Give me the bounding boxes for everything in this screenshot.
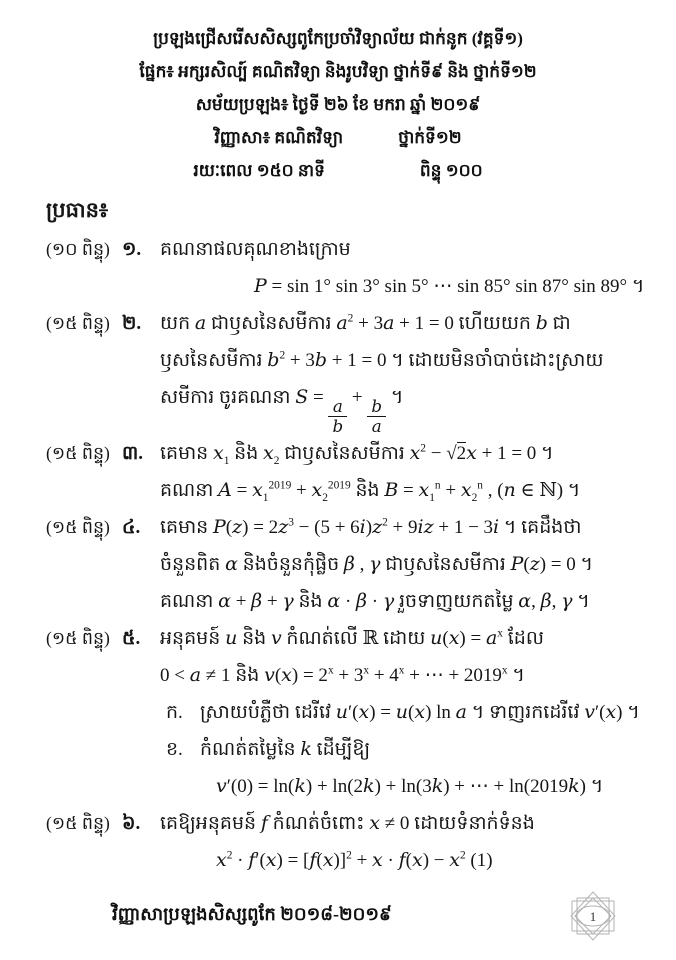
question-text: អនុគមន៍ u និង v កំណត់លើ ℝ ដោយ $u(x) = a^x$ ដែល	[160, 626, 544, 649]
question-row	[46, 620, 658, 657]
question-row-continued	[46, 546, 658, 583]
question-list	[0, 227, 676, 879]
exam-session-line: សម័យប្រឡង៖ ថ្ងៃទី ២៦ ខែ មករា ឆ្នាំ ២០១៩	[195, 95, 481, 114]
exam-title-line2: ផ្នែក៖ អក្សរសិល្ប៍ គណិតវិទ្យា និងរូបវិទ្យា ថ្នាក់ទី៩ និង ថ្នាក់ទី១២	[139, 62, 537, 81]
question-number: ៣.	[122, 442, 143, 464]
question-points: (១៥ ពិន្ទុ)	[46, 627, 110, 648]
question-row	[46, 509, 658, 546]
exam-subject-line	[0, 121, 676, 154]
question-1	[46, 231, 658, 305]
page-number: 1	[589, 909, 597, 924]
question-2	[46, 305, 658, 435]
question-number: ៥.	[122, 627, 141, 649]
question-3	[46, 435, 658, 509]
page-footer	[0, 890, 676, 946]
question-points: (១៥ ពិន្ទុ)	[46, 812, 110, 833]
question-text: ចំនួនពិត α និងចំនួនកុំផ្លិច β , γ ជាឫសនៃសមីការ P(z) = 0 ។	[160, 552, 594, 575]
question-formula	[46, 768, 658, 805]
question-text: សមីការ ចូរគណនា S = $\frac{a}{b}$ + $\frac{b}{a}$ ។	[160, 386, 404, 436]
grade-label: ថ្នាក់ទី១២	[398, 128, 462, 147]
question-text: ស្រាយបំភ្លឺថា ដេរីវេ u′(x) = u(x) ln a ។ ទាញរកដេរីវេ v′(x) ។	[200, 700, 640, 723]
question-text: កំណត់តម្លៃនៃ k ដើម្បីឱ្យ	[200, 737, 371, 760]
star-ornament-icon	[562, 890, 624, 942]
question-points: (១០ ពិន្ទុ)	[46, 239, 110, 259]
question-6	[46, 805, 658, 879]
question-text: គេមាន $x_1$ និង $x_2$ ជាឫសនៃសមីការ $x^2 - √2x + 1 = 0$ ។	[160, 441, 554, 467]
question-number: ១.	[122, 239, 142, 260]
question-points: (១៥ ពិន្ទុ)	[46, 442, 110, 463]
question-row	[46, 805, 658, 842]
question-formula	[46, 842, 658, 879]
question-row-continued	[46, 379, 658, 435]
exam-title-line1: ប្រឡងជ្រើសរើសសិស្សពូកែប្រចាំវិទ្យាល័យ ជាក់នូក (វគ្គទី១)	[153, 29, 523, 48]
question-text: ឫសនៃសមីការ $b^2 + 3b + 1 = 0$ ។ ដោយមិនចាំបាច់ដោះស្រាយ	[160, 349, 604, 371]
subject-label: វិញ្ញាសា៖ គណិតវិទ្យា	[214, 128, 344, 147]
duration-label: រយៈពេល ១៥០ នាទី	[193, 161, 325, 180]
question-row	[46, 435, 658, 472]
question-points: (១៥ ពិន្ទុ)	[46, 313, 110, 333]
formula-text: P = sin 1° sin 3° sin 5° ⋯ sin 85° sin 87° sin 89° ។	[254, 275, 645, 297]
question-text: គណនា $A = x_1^{2019} + x_2^{2019}$ និង $B = x_1^n + x_2^n$ , (n ∈ ℕ) ។	[160, 478, 581, 504]
formula-text: $x^2 \cdot f'(x) = [f(x)]^2 + x \cdot f(x) - x^2$ (1)	[216, 848, 493, 871]
question-row-continued	[46, 472, 658, 509]
subpart-label: ក.	[166, 701, 183, 723]
question-subpart-a	[46, 694, 658, 731]
question-formula	[46, 268, 658, 305]
exam-header	[0, 0, 676, 187]
question-number: ២.	[122, 313, 142, 334]
question-points: (១៥ ពិន្ទុ)	[46, 516, 110, 537]
question-text: 0 < a ≠ 1 និង $v(x) = 2^x + 3^x + 4^x$ + ⋯ + $2019^x$ ។	[160, 663, 525, 686]
question-text: គេឱ្យអនុគមន៍ f កំណត់ចំពោះ x ≠ 0 ដោយទំនាក់ទំនង	[160, 811, 535, 834]
score-label: ពិន្ទុ ១០០	[419, 161, 483, 180]
question-4	[46, 509, 658, 620]
question-subpart-b	[46, 731, 658, 768]
question-row	[46, 305, 658, 342]
question-text: គេមាន $P(z) = 2z^3 - (5 + 6i)z^2 + 9iz + 1 - 3i$ ។ គេដឹងថា	[160, 515, 582, 538]
question-number: ៤.	[122, 516, 141, 538]
question-text: គណនាផលគុណខាងក្រោម	[160, 239, 351, 260]
page-number-ornament	[562, 890, 624, 942]
question-row-continued	[46, 342, 658, 379]
question-text: យក a ជាឫសនៃសមីការ $a^2 + 3a + 1 = 0$ ហើយយក b ជា	[160, 312, 571, 334]
question-row-continued	[46, 657, 658, 694]
footer-exam-label: វិញ្ញាសាប្រឡងសិស្សពូកែ ២០១៨-២០១៩	[112, 904, 392, 924]
question-5	[46, 620, 658, 805]
question-text: គណនា α + β + γ និង α · β · γ រួចទាញយកតម្លៃ α, β, γ ។	[160, 589, 590, 612]
section-heading: ប្រធាន៖	[46, 198, 109, 222]
exam-duration-line	[0, 154, 676, 187]
subpart-label: ខ.	[166, 738, 183, 760]
formula-text: v′(0) = ln(k) + ln(2k) + ln(3k) + ⋯ + ln(2019k) ។	[216, 774, 604, 797]
question-row	[46, 231, 658, 268]
question-row-continued	[46, 583, 658, 620]
question-number: ៦.	[122, 812, 141, 834]
